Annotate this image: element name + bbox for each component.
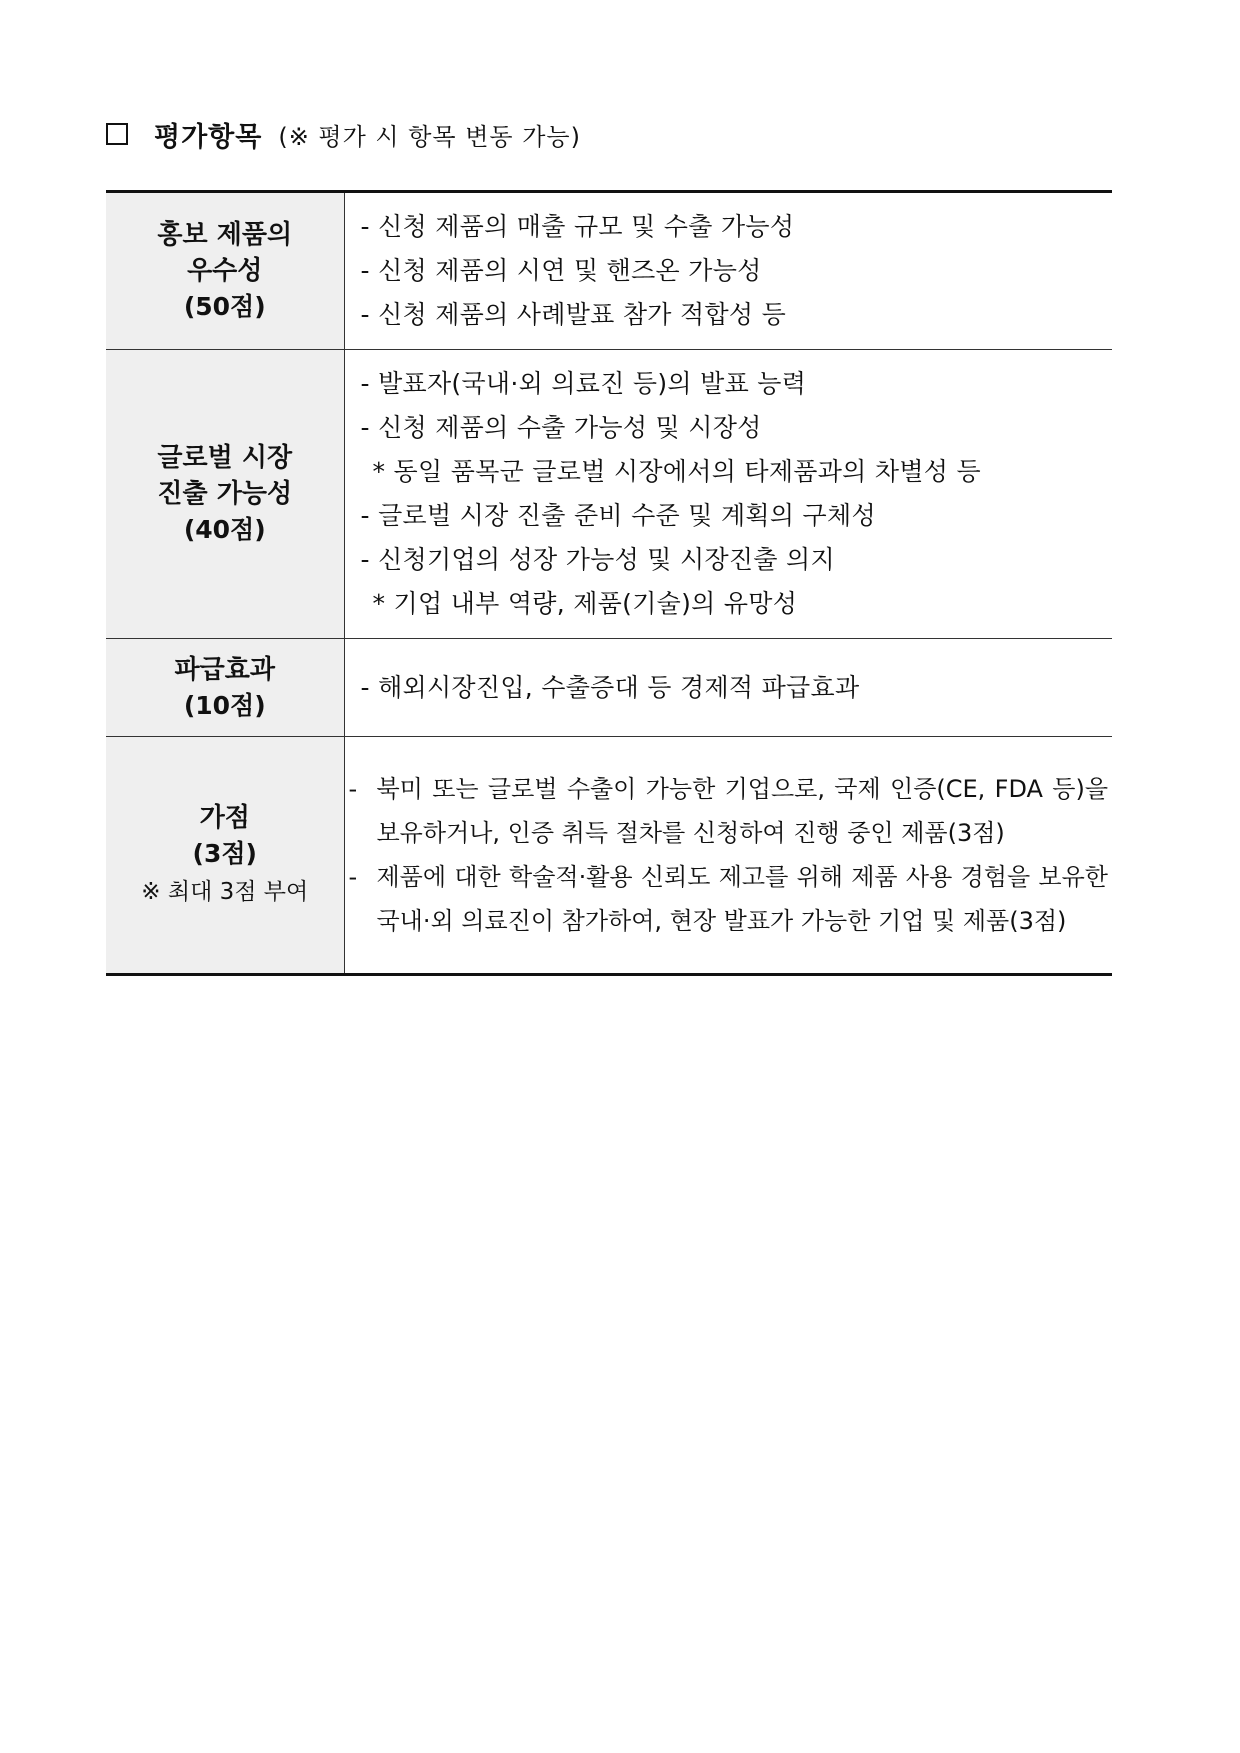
criteria-item-text: 제품에 대한 학술적·활용 신뢰도 제고를 위해 제품 사용 경험을 보유한 국내·외 의료진이 참가하여, 현장 발표가 가능한 기업 및 제품(3점) bbox=[376, 863, 1108, 935]
criteria-cell bbox=[344, 350, 1112, 639]
table-row bbox=[106, 192, 1112, 350]
criteria-cell bbox=[344, 192, 1112, 350]
category-score: (10점) bbox=[183, 690, 266, 720]
table-row bbox=[106, 737, 1112, 975]
criteria-item: - 신청 제품의 시연 및 핸즈온 가능성 bbox=[360, 256, 762, 285]
criteria-item-text: 북미 또는 글로벌 수출이 가능한 기업으로, 국제 인증(CE, FDA 등)을 보유하거나, 인증 취득 절차를 신청하여 진행 중인 제품(3점) bbox=[376, 775, 1108, 847]
criteria-item: - 해외시장진입, 수출증대 등 경제적 파급효과 bbox=[360, 672, 860, 702]
category-cell bbox=[106, 192, 344, 350]
dash-marker: - bbox=[348, 775, 358, 803]
category-cell bbox=[106, 639, 344, 737]
evaluation-table bbox=[106, 190, 1112, 976]
criteria-item: - 신청기업의 성장 가능성 및 시장진출 의지 bbox=[360, 545, 835, 574]
category-score: (40점) bbox=[183, 515, 266, 544]
criteria-item bbox=[349, 855, 1109, 943]
category-name-line: 파급효과 bbox=[174, 654, 275, 685]
heading-note: (※ 평가 시 항목 변동 가능) bbox=[278, 122, 581, 151]
category-name-line: 홍보 제품의 bbox=[157, 220, 293, 250]
category-note: ※ 최대 3점 부여 bbox=[141, 879, 309, 905]
checkbox-icon bbox=[106, 123, 128, 145]
criteria-cell bbox=[344, 737, 1112, 975]
heading-title: 평가항목 bbox=[154, 121, 263, 153]
category-cell bbox=[106, 350, 344, 639]
criteria-item: - 신청 제품의 사례발표 참가 적합성 등 bbox=[360, 300, 787, 329]
section-heading bbox=[106, 114, 581, 154]
criteria-subnote: * 기업 내부 역량, 제품(기술)의 유망성 bbox=[372, 589, 798, 618]
criteria-subnote: * 동일 품목군 글로벌 시장에서의 타제품과의 차별성 등 bbox=[372, 457, 981, 486]
table-row bbox=[106, 350, 1112, 639]
criteria-item: - 발표자(국내·외 의료진 등)의 발표 능력 bbox=[360, 369, 807, 398]
table-row bbox=[106, 639, 1112, 737]
criteria-cell bbox=[344, 639, 1112, 737]
criteria-item bbox=[349, 767, 1109, 855]
category-name-line: 글로벌 시장 bbox=[157, 443, 293, 473]
criteria-item: - 글로벌 시장 진출 준비 수준 및 계획의 구체성 bbox=[360, 501, 876, 530]
category-name-line: 진출 가능성 bbox=[157, 479, 293, 509]
criteria-item: - 신청 제품의 매출 규모 및 수출 가능성 bbox=[360, 212, 795, 241]
dash-marker: - bbox=[348, 863, 358, 891]
category-cell bbox=[106, 737, 344, 975]
category-score: (3점) bbox=[192, 839, 257, 868]
category-name-line: 가점 bbox=[199, 803, 250, 833]
category-score: (50점) bbox=[183, 292, 266, 321]
category-name-line: 우수성 bbox=[187, 256, 263, 286]
criteria-item: - 신청 제품의 수출 가능성 및 시장성 bbox=[360, 413, 762, 442]
